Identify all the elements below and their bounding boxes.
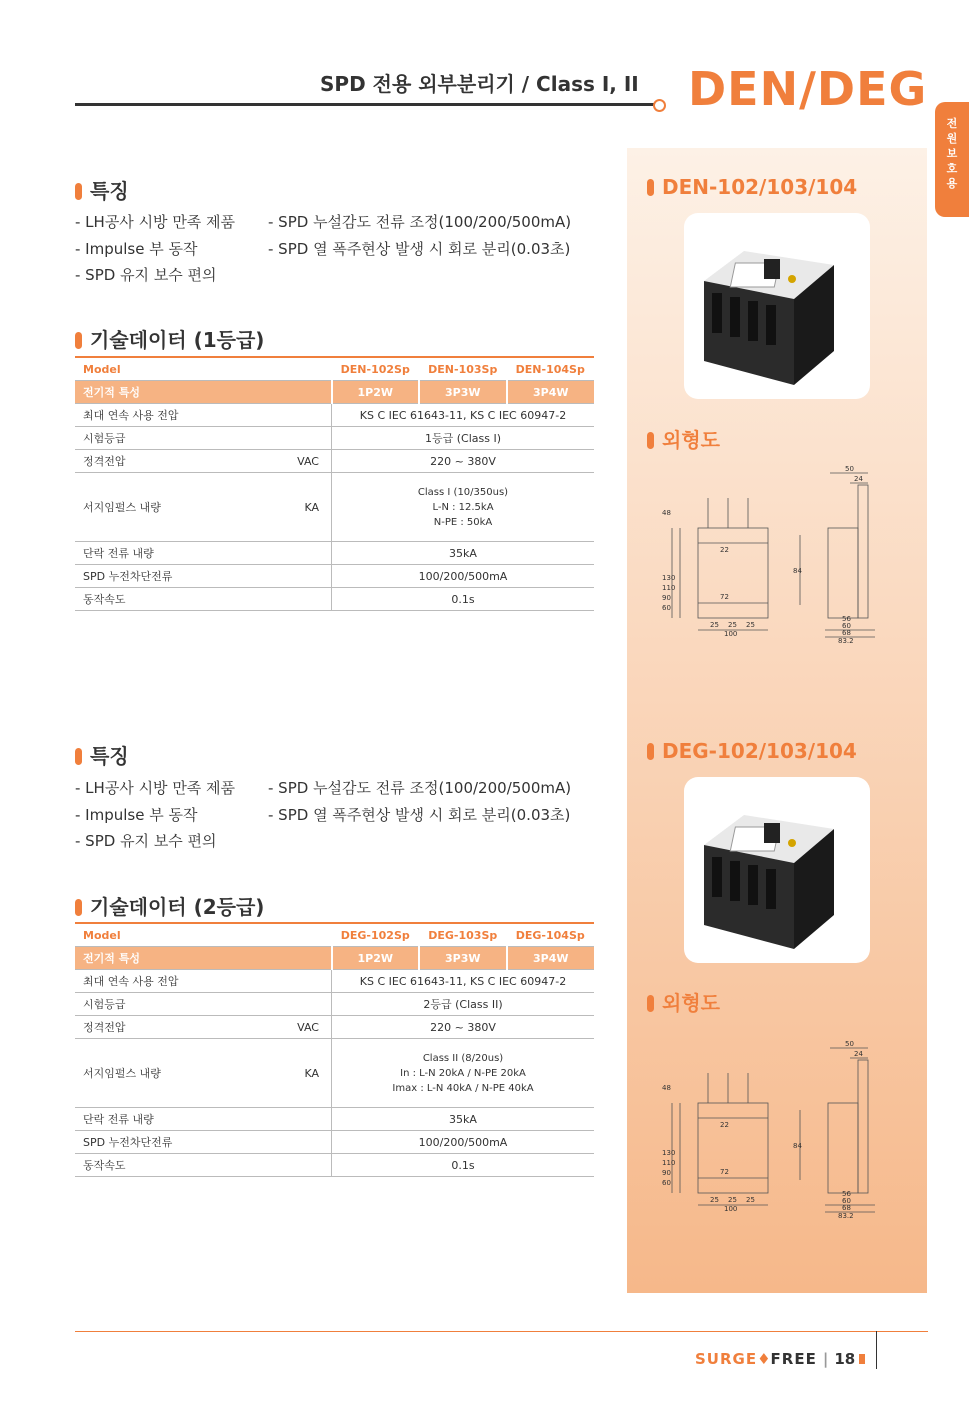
model-header: DEN-102Sp bbox=[332, 357, 420, 381]
dim-label: 68 bbox=[842, 1204, 851, 1212]
bullet-icon bbox=[75, 183, 82, 200]
row-label: 단락 전류 내량 bbox=[75, 1108, 233, 1131]
row-value: 0.1s bbox=[332, 588, 595, 611]
dim-label: 100 bbox=[724, 1205, 738, 1213]
row-unit bbox=[233, 404, 332, 427]
row-value: Class I (10/350us) L-N : 12.5kA N-PE : 50kA bbox=[332, 473, 595, 542]
footer-brand-left: SURGE bbox=[695, 1350, 758, 1368]
row-value: 0.1s bbox=[332, 1154, 595, 1177]
row-label: 시험등급 bbox=[75, 427, 233, 450]
bullet-icon bbox=[647, 432, 654, 449]
dim-label: 83.2 bbox=[838, 1212, 854, 1220]
feature-item: - SPD 유지 보수 편의 bbox=[75, 832, 217, 850]
row-unit bbox=[233, 542, 332, 565]
row-unit: VAC bbox=[233, 450, 332, 473]
row-unit bbox=[233, 1154, 332, 1177]
product-heading-text: DEG-102/103/104 bbox=[662, 739, 857, 763]
dim-label: 72 bbox=[720, 593, 729, 601]
bullet-icon bbox=[647, 995, 654, 1012]
side-tab-label: 전원보호용 bbox=[946, 117, 958, 190]
sub-label: 전기적 특성 bbox=[75, 947, 332, 970]
features-heading-text: 특징 bbox=[90, 179, 129, 203]
features-heading-1 bbox=[75, 175, 129, 204]
dim-label: 83.2 bbox=[838, 637, 854, 645]
footer-divider bbox=[876, 1331, 877, 1369]
row-value: 220 ~ 380V bbox=[332, 1016, 595, 1039]
model-header: DEG-103Sp bbox=[419, 923, 507, 947]
row-unit bbox=[233, 1108, 332, 1131]
dim-label: 90 bbox=[662, 1169, 671, 1177]
row-unit bbox=[233, 1131, 332, 1154]
product-image-card bbox=[684, 777, 870, 963]
spec-table-2 bbox=[75, 922, 594, 1177]
bullet-icon bbox=[75, 748, 82, 765]
pole-header: 3P4W bbox=[507, 947, 595, 970]
row-value: 35kA bbox=[332, 1108, 595, 1131]
row-value: Class II (8/20us) In : L-N 20kA / N-PE 20kA Imax : L-N 40kA / N-PE 40kA bbox=[332, 1039, 595, 1108]
row-unit: VAC bbox=[233, 1016, 332, 1039]
dim-label: 25 bbox=[728, 621, 737, 629]
model-label: Model bbox=[75, 923, 332, 947]
row-label: 단락 전류 내량 bbox=[75, 542, 233, 565]
feature-item: - LH공사 시방 만족 제품 bbox=[75, 213, 236, 231]
row-label: 서지임펄스 내량 bbox=[75, 473, 233, 542]
outline-drawing-2 bbox=[650, 1040, 900, 1225]
row-value: KS C IEC 61643-11, KS C IEC 60947-2 bbox=[332, 970, 595, 993]
model-header: DEN-103Sp bbox=[419, 357, 507, 381]
dim-label: 60 bbox=[842, 1197, 851, 1205]
breaker-product-image bbox=[684, 213, 870, 399]
row-label: 동작속도 bbox=[75, 588, 233, 611]
dim-label: 25 bbox=[746, 621, 755, 629]
row-unit bbox=[233, 565, 332, 588]
pole-header: 1P2W bbox=[332, 947, 420, 970]
row-label: 정격전압 bbox=[75, 1016, 233, 1039]
row-unit: KA bbox=[233, 1039, 332, 1108]
row-label: 정격전압 bbox=[75, 450, 233, 473]
breaker-product-image bbox=[684, 777, 870, 963]
row-unit bbox=[233, 427, 332, 450]
model-label: Model bbox=[75, 357, 332, 381]
dim-label: 84 bbox=[793, 1142, 802, 1150]
row-value: 1등급 (Class I) bbox=[332, 427, 595, 450]
row-value: 35kA bbox=[332, 542, 595, 565]
tech-heading-2 bbox=[75, 891, 264, 920]
bullet-icon bbox=[75, 332, 82, 349]
outline-heading-2 bbox=[647, 987, 720, 1016]
dim-label: 110 bbox=[662, 1159, 676, 1167]
dim-label: 56 bbox=[842, 615, 851, 623]
row-label: 서지임펄스 내량 bbox=[75, 1039, 233, 1108]
row-unit bbox=[233, 970, 332, 993]
row-unit bbox=[233, 993, 332, 1016]
row-label: 동작속도 bbox=[75, 1154, 233, 1177]
dim-label: 60 bbox=[662, 1179, 671, 1187]
spec-table-1 bbox=[75, 356, 594, 611]
feature-item: - SPD 누설감도 전류 조정(100/200/500mA) bbox=[268, 213, 572, 231]
footer-brand bbox=[695, 1350, 865, 1368]
row-label: 최대 연속 사용 전압 bbox=[75, 970, 233, 993]
feature-item: - LH공사 시방 만족 제품 bbox=[75, 779, 236, 797]
dim-label: 25 bbox=[710, 621, 719, 629]
header-title: SPD 전용 외부분리기 / Class I, II bbox=[320, 72, 639, 96]
page-number: 18 bbox=[834, 1350, 856, 1368]
footer-rule bbox=[75, 1331, 928, 1332]
header-brand: DEN/DEG bbox=[688, 62, 928, 116]
flame-icon: ♦ bbox=[757, 1350, 771, 1368]
model-header: DEN-104Sp bbox=[507, 357, 595, 381]
dim-label: 22 bbox=[720, 1121, 729, 1129]
side-tab[interactable] bbox=[935, 102, 969, 217]
outline-drawing-1 bbox=[650, 465, 900, 650]
dim-label: 60 bbox=[662, 604, 671, 612]
outline-heading-text: 외형도 bbox=[662, 991, 720, 1015]
dim-label: 68 bbox=[842, 629, 851, 637]
pole-header: 3P3W bbox=[419, 381, 507, 404]
feature-item: - SPD 열 폭주현상 발생 시 회로 분리(0.03초) bbox=[268, 806, 571, 824]
row-label: SPD 누전차단전류 bbox=[75, 1131, 233, 1154]
dim-label: 48 bbox=[662, 1084, 671, 1092]
row-label: 시험등급 bbox=[75, 993, 233, 1016]
dim-label: 84 bbox=[793, 567, 802, 575]
features-heading-2 bbox=[75, 740, 129, 769]
dim-label: 100 bbox=[724, 630, 738, 638]
row-value: 100/200/500mA bbox=[332, 1131, 595, 1154]
dim-label: 56 bbox=[842, 1190, 851, 1198]
feature-item: - Impulse 부 동작 bbox=[75, 240, 198, 258]
row-label: SPD 누전차단전류 bbox=[75, 565, 233, 588]
dim-label: 110 bbox=[662, 584, 676, 592]
row-unit bbox=[233, 588, 332, 611]
row-value: 100/200/500mA bbox=[332, 565, 595, 588]
dim-label: 60 bbox=[842, 622, 851, 630]
dim-label: 50 bbox=[845, 1040, 854, 1048]
bullet-icon bbox=[647, 743, 654, 760]
row-value: KS C IEC 61643-11, KS C IEC 60947-2 bbox=[332, 404, 595, 427]
footer-separator: | bbox=[822, 1350, 829, 1368]
sub-label: 전기적 특성 bbox=[75, 381, 332, 404]
model-header: DEG-102Sp bbox=[332, 923, 420, 947]
dim-label: 48 bbox=[662, 509, 671, 517]
feature-item: - SPD 열 폭주현상 발생 시 회로 분리(0.03초) bbox=[268, 240, 571, 258]
feature-item: - SPD 유지 보수 편의 bbox=[75, 266, 217, 284]
page-square-icon bbox=[859, 1354, 865, 1364]
model-header: DEG-104Sp bbox=[507, 923, 595, 947]
pole-header: 1P2W bbox=[332, 381, 420, 404]
dim-label: 25 bbox=[746, 1196, 755, 1204]
feature-item: - Impulse 부 동작 bbox=[75, 806, 198, 824]
tech-heading-text: 기술데이터 (2등급) bbox=[90, 895, 265, 919]
row-label: 최대 연속 사용 전압 bbox=[75, 404, 233, 427]
header-rule bbox=[75, 103, 655, 106]
header-rule-dot bbox=[653, 99, 666, 112]
pole-header: 3P3W bbox=[419, 947, 507, 970]
pole-header: 3P4W bbox=[507, 381, 595, 404]
dim-label: 50 bbox=[845, 465, 854, 473]
outline-heading-text: 외형도 bbox=[662, 428, 720, 452]
dim-label: 25 bbox=[728, 1196, 737, 1204]
dim-label: 25 bbox=[710, 1196, 719, 1204]
product-heading-text: DEN-102/103/104 bbox=[662, 175, 858, 199]
product-heading-2 bbox=[647, 739, 857, 763]
row-value: 220 ~ 380V bbox=[332, 450, 595, 473]
dim-label: 24 bbox=[854, 1050, 863, 1058]
dim-label: 22 bbox=[720, 546, 729, 554]
dim-label: 24 bbox=[854, 475, 863, 483]
product-image-card bbox=[684, 213, 870, 399]
dim-label: 130 bbox=[662, 1149, 676, 1157]
bullet-icon bbox=[647, 179, 654, 196]
footer-brand-right: FREE bbox=[770, 1350, 817, 1368]
tech-heading-1 bbox=[75, 324, 264, 353]
dim-label: 90 bbox=[662, 594, 671, 602]
dim-label: 72 bbox=[720, 1168, 729, 1176]
row-unit: KA bbox=[233, 473, 332, 542]
product-heading-1 bbox=[647, 175, 857, 199]
outline-heading-1 bbox=[647, 424, 720, 453]
row-value: 2등급 (Class II) bbox=[332, 993, 595, 1016]
tech-heading-text: 기술데이터 (1등급) bbox=[90, 328, 265, 352]
feature-item: - SPD 누설감도 전류 조정(100/200/500mA) bbox=[268, 779, 572, 797]
bullet-icon bbox=[75, 899, 82, 916]
dim-label: 130 bbox=[662, 574, 676, 582]
features-heading-text: 특징 bbox=[90, 744, 129, 768]
